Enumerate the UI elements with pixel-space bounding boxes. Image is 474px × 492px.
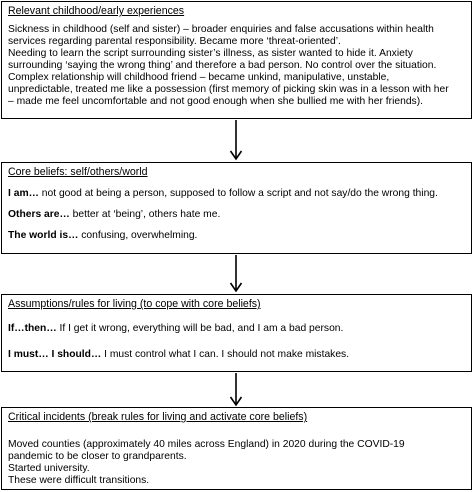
rule-text: I must control what I can. I should not make mistakes. xyxy=(101,349,350,360)
belief-text: better at ‘being’, others hate me. xyxy=(69,209,221,220)
box-heading: Core beliefs: self/others/world xyxy=(8,166,148,178)
belief-text: confusing, overwhelming. xyxy=(78,230,198,241)
body-line: pandemic to be closer to grandparents. xyxy=(8,451,187,462)
down-arrow-3 xyxy=(228,373,244,407)
down-arrow-1 xyxy=(228,120,244,162)
box-assumptions-rules xyxy=(1,294,472,372)
belief-line xyxy=(8,209,466,221)
rule-line xyxy=(8,349,466,361)
belief-text: not good at being a person, supposed to follow a script and not say/do the wrong thing. xyxy=(38,188,438,199)
box-heading: Relevant childhood/early experiences xyxy=(8,5,185,17)
body-line: services regarding parental responsibility. Became more ‘threat-oriented’. xyxy=(8,36,341,47)
body-line: surrounding ‘saying the wrong thing’ and therefore a bad person. No control over the situation. xyxy=(8,60,437,71)
body-line: Moved counties (approximately 40 miles across England) in 2020 during the COVID-19 xyxy=(8,439,405,450)
box-body xyxy=(8,24,466,108)
rule-label: I must… I should… xyxy=(8,349,102,360)
belief-label: Others are… xyxy=(8,209,70,220)
body-line: Needing to learn the script surrounding sister’s illness, as sister wanted to hide it. Anxiety xyxy=(8,48,413,59)
body-line: unpredictable, treated me like a possession (first memory of picking skin was in a lesson with her xyxy=(8,84,449,95)
body-line: Started university. xyxy=(8,463,90,474)
belief-line xyxy=(8,188,466,200)
rule-text: If I get it wrong, everything will be bad, and I am a bad person. xyxy=(56,323,344,334)
body-line: – made me feel uncomfortable and not good enough when she bullied me with her friends). xyxy=(8,96,423,107)
body-line: These were difficult transitions. xyxy=(8,475,150,486)
box-body xyxy=(8,439,466,487)
box-childhood-experiences xyxy=(1,1,472,119)
box-core-beliefs xyxy=(1,162,472,254)
rule-line xyxy=(8,323,466,335)
belief-line xyxy=(8,230,466,242)
body-line: Sickness in childhood (self and sister) – broader enquiries and false accusations within health xyxy=(8,24,434,35)
box-heading: Critical incidents (break rules for living and activate core beliefs) xyxy=(8,411,308,423)
box-critical-incidents xyxy=(1,407,472,490)
down-arrow-2 xyxy=(228,255,244,294)
body-line: Complex relationship will childhood friend – became unkind, manipulative, unstable, xyxy=(8,72,390,83)
rule-label: If…then… xyxy=(8,323,57,334)
box-heading: Assumptions/rules for living (to cope with core beliefs) xyxy=(8,298,261,310)
belief-label: The world is… xyxy=(8,230,79,241)
belief-label: I am… xyxy=(8,188,39,199)
